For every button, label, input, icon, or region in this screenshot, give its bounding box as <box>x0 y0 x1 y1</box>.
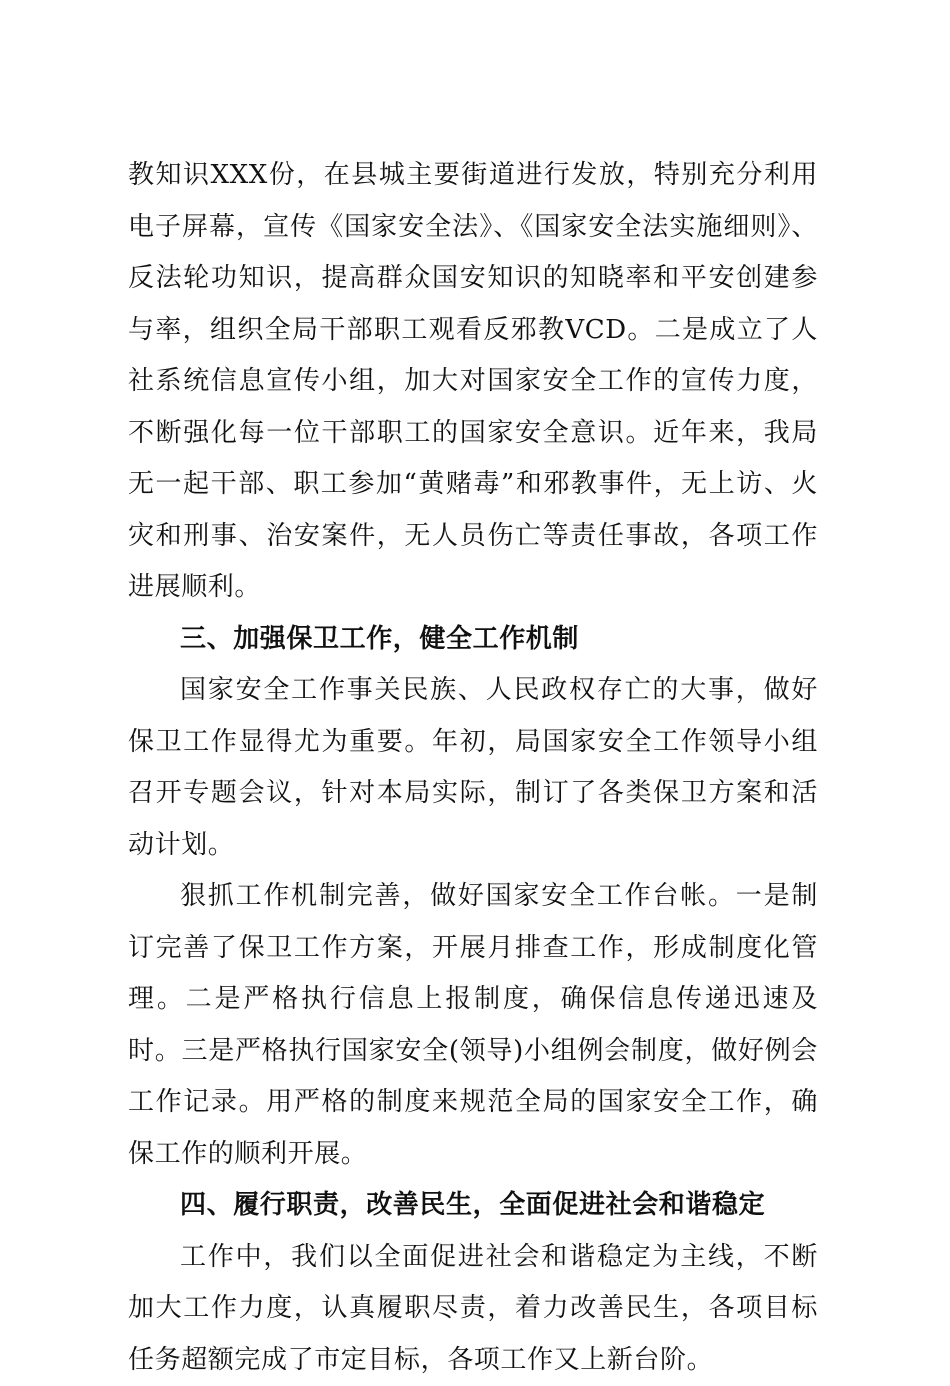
body-paragraph-1: 教知识XXX份，在县城主要街道进行发放，特别充分利用电子屏幕，宣传《国家安全法》、《国家安全法实施细则》、反法轮功知识，提高群众国安知识的知晓率和平安创建参与率，组织全局干部职工观看反邪教VCD。二是成立了人社系统信息宣传小组，加大对国家安全工作的宣传力度，不断强化每一位干部职工的国家安全意识。近年来，我局无一起干部、职工参加“黄赌毒”和邪教事件，无上访、火灾和刑事、治安案件，无人员伤亡等责任事故，各项工作进展顺利。 <box>128 150 818 614</box>
body-paragraph-2: 国家安全工作事关民族、人民政权存亡的大事，做好保卫工作显得尤为重要。年初，局国家安全工作领导小组召开专题会议，针对本局实际，制订了各类保卫方案和活动计划。 <box>128 665 818 871</box>
body-paragraph-3: 狠抓工作机制完善，做好国家安全工作台帐。一是制订完善了保卫工作方案，开展月排查工作，形成制度化管理。二是严格执行信息上报制度，确保信息传递迅速及时。三是严格执行国家安全(领导)小组例会制度，做好例会工作记录。用严格的制度来规范全局的国家安全工作，确保工作的顺利开展。 <box>128 871 818 1180</box>
body-paragraph-4: 工作中，我们以全面促进社会和谐稳定为主线，不断加大工作力度，认真履职尽责，着力改善民生，各项目标任务超额完成了市定目标，各项工作又上新台阶。 <box>128 1232 818 1386</box>
section-heading-3: 三、加强保卫工作，健全工作机制 <box>128 614 818 666</box>
document-page <box>128 150 818 1386</box>
section-heading-4: 四、履行职责，改善民生，全面促进社会和谐稳定 <box>128 1180 818 1232</box>
